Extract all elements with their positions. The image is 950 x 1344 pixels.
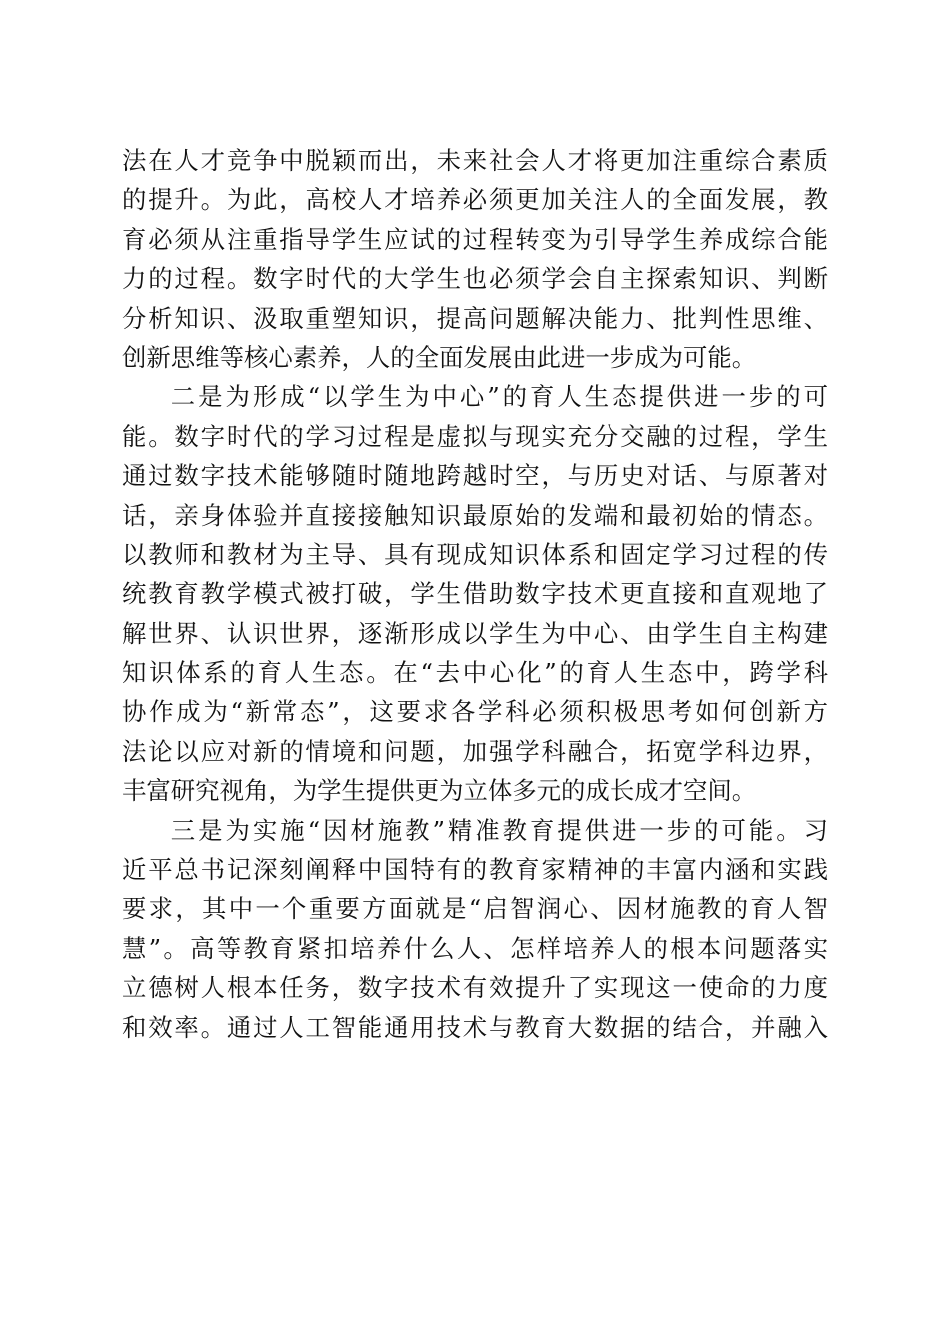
text-line: 通过数字技术能够随时随地跨越时空，与历史对话、与原著对 xyxy=(122,461,828,491)
document-body xyxy=(122,141,828,1047)
text-line: 和效率。通过人工智能通用技术与教育大数据的结合，并融入 xyxy=(122,1012,828,1042)
text-line: 协作成为“新常态”，这要求各学科必须积极思考如何创新方 xyxy=(122,697,828,727)
paragraph-heading-line: 三是为实施“因材施教”精准教育提供进一步的可能。习 xyxy=(170,815,828,845)
text-line: 近平总书记深刻阐释中国特有的教育家精神的丰富内涵和实践 xyxy=(122,855,828,885)
text-line: 立德树人根本任务，数字技术有效提升了实现这一使命的力度 xyxy=(122,973,828,1003)
text-line: 以教师和教材为主导、具有现成知识体系和固定学习过程的传 xyxy=(122,539,828,569)
text-line: 力的过程。数字时代的大学生也必须学会自主探索知识、判断 xyxy=(122,264,828,294)
text-line: 话，亲身体验并直接接触知识最原始的发端和最初始的情态。 xyxy=(122,500,828,530)
text-line: 能。数字时代的学习过程是虚拟与现实充分交融的过程，学生 xyxy=(122,421,828,451)
text-line: 法在人才竞争中脱颖而出，未来社会人才将更加注重综合素质 xyxy=(122,146,828,175)
text-line: 知识体系的育人生态。在“去中心化”的育人生态中，跨学科 xyxy=(122,658,828,688)
text-line: 慧”。高等教育紧扣培养什么人、怎样培养人的根本问题落实 xyxy=(122,933,828,963)
text-line: 丰富研究视角，为学生提供更为立体多元的成长成才空间。 xyxy=(122,776,757,806)
text-line: 的提升。为此，高校人才培养必须更加关注人的全面发展，教 xyxy=(122,185,828,215)
text-line: 要求，其中一个重要方面就是“启智润心、因材施教的育人智 xyxy=(122,894,828,924)
paragraph-heading-line: 二是为形成“以学生为中心”的育人生态提供进一步的可 xyxy=(170,382,828,412)
text-line: 创新思维等核心素养，人的全面发展由此进一步成为可能。 xyxy=(122,342,757,372)
text-line: 法论以应对新的情境和问题，加强学科融合，拓宽学科边界， xyxy=(122,736,828,766)
text-line: 分析知识、汲取重塑知识，提高问题解决能力、批判性思维、 xyxy=(122,303,828,333)
text-line: 统教育教学模式被打破，学生借助数字技术更直接和直观地了 xyxy=(122,579,828,609)
text-line: 育必须从注重指导学生应试的过程转变为引导学生养成综合能 xyxy=(122,224,828,254)
text-line: 解世界、认识世界，逐渐形成以学生为中心、由学生自主构建 xyxy=(122,618,828,648)
